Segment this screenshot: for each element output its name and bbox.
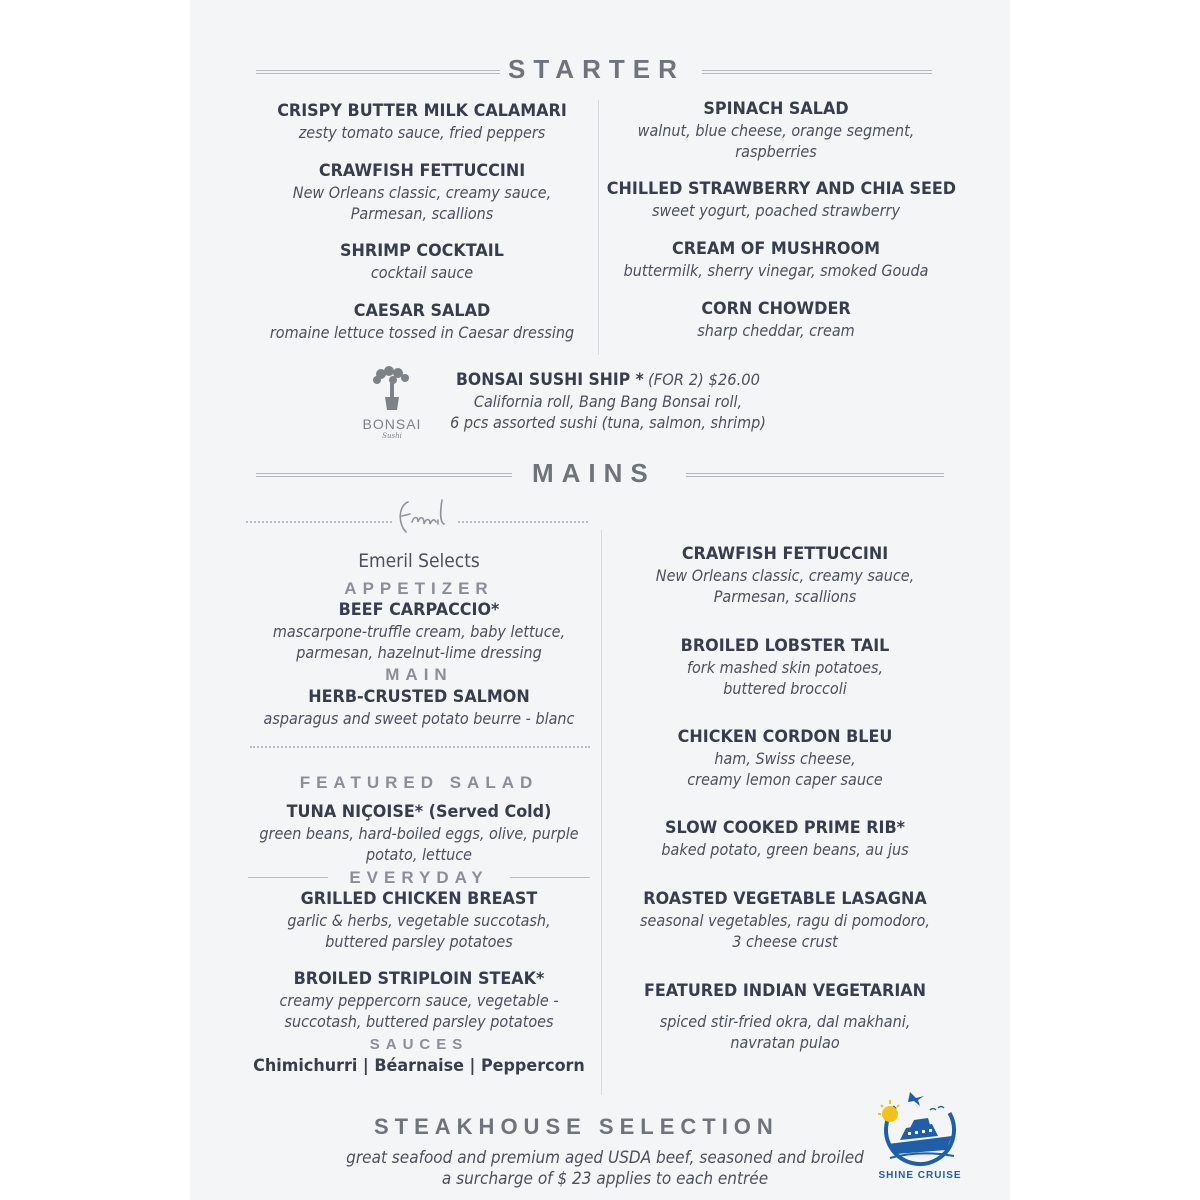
starter-right-column xyxy=(596,99,956,341)
item-description: raspberries xyxy=(735,142,817,161)
item-name: BEEF CARPACCIO* xyxy=(338,600,500,620)
mains-item xyxy=(238,889,600,969)
item-description: walnut, blue cheese, orange segment, xyxy=(637,121,915,140)
mains-heading: MAINS xyxy=(532,458,656,488)
item-description: baked potato, green beans, au jus xyxy=(661,840,909,859)
mains-rule-right xyxy=(686,473,944,477)
item-name: CORN CHOWDER xyxy=(701,299,851,319)
item-name: SPINACH SALAD xyxy=(703,99,849,119)
mains-rule-left xyxy=(256,473,512,477)
bonsai-logo xyxy=(356,364,428,448)
bonsai-logo-text: BONSAI xyxy=(362,416,422,432)
shine-cruise-logo xyxy=(870,1080,970,1184)
item-description: Parmesan, scallions xyxy=(350,204,494,223)
featured-salad-block xyxy=(238,772,600,865)
emeril-selects-title: Emeril Selects xyxy=(358,550,480,572)
item-description: buttermilk, sherry vinegar, smoked Gouda xyxy=(623,261,929,280)
mains-left-column xyxy=(238,548,600,729)
main-heading: MAIN xyxy=(385,665,453,684)
item-name: BONSAI SUSHI SHIP * xyxy=(455,370,644,390)
item-description: potato, lettuce xyxy=(365,845,473,864)
item-description: buttered broccoli xyxy=(723,679,847,698)
item-description: parmesan, hazelnut-lime dressing xyxy=(296,643,542,662)
mains-right-column xyxy=(604,544,966,1053)
item-description: creamy peppercorn sauce, vegetable - xyxy=(279,991,559,1010)
item-description: asparagus and sweet potato beurre - blanc xyxy=(263,709,575,728)
shine-cruise-text: SHINE CRUISE xyxy=(878,1170,962,1181)
item-name: CREAM OF MUSHROOM xyxy=(671,239,880,259)
item-description: fork mashed skin potatoes, xyxy=(686,658,884,677)
item-description: buttered parsley potatoes xyxy=(325,932,513,951)
appetizer-heading: APPETIZER xyxy=(344,579,494,598)
starter-item xyxy=(596,99,956,179)
item-description: cocktail sauce xyxy=(370,263,474,282)
sauces-heading: SAUCES xyxy=(369,1036,469,1053)
starter-item xyxy=(242,241,602,301)
sushi-item xyxy=(428,369,788,433)
item-price: (FOR 2) $26.00 xyxy=(647,370,760,389)
item-description: sharp cheddar, cream xyxy=(697,321,855,340)
item-description: Parmesan, scallions xyxy=(713,587,857,606)
item-name: CRISPY BUTTER MILK CALAMARI xyxy=(277,101,567,121)
featured-salad-heading: FEATURED SALAD xyxy=(299,773,539,792)
item-name: HERB-CRUSTED SALMON xyxy=(308,687,530,707)
item-description: seasonal vegetables, ragu di pomodoro, xyxy=(640,911,930,930)
item-description: sweet yogurt, poached strawberry xyxy=(652,201,900,220)
mains-item xyxy=(238,969,600,1032)
steakhouse-description xyxy=(300,1148,910,1190)
bonsai-logo-sub: Sushi xyxy=(382,432,402,440)
starter-item xyxy=(242,161,602,241)
item-name: CRAWFISH FETTUCCINI xyxy=(681,544,889,564)
starter-item xyxy=(596,179,956,239)
emeril-signature xyxy=(394,494,458,538)
sauces-list: Chimichurri | Béarnaise | Peppercorn xyxy=(253,1056,585,1076)
emeril-top-rule-left xyxy=(246,521,392,523)
item-description: zesty tomato sauce, fried peppers xyxy=(298,123,546,142)
item-description: creamy lemon caper sauce xyxy=(687,770,883,789)
item-description: ham, Swiss cheese, xyxy=(714,749,856,768)
item-name: ROASTED VEGETABLE LASAGNA xyxy=(643,889,927,909)
item-name: SLOW COOKED PRIME RIB* xyxy=(664,818,906,838)
starter-left-column xyxy=(242,101,602,343)
item-description: New Orleans classic, creamy sauce, xyxy=(655,566,915,585)
steakhouse-heading: STEAKHOUSE SELECTION xyxy=(374,1114,779,1139)
item-description: succotash, buttered parsley potatoes xyxy=(284,1012,554,1031)
item-name: CHILLED STRAWBERRY AND CHIA SEED xyxy=(606,179,957,199)
item-description: New Orleans classic, creamy sauce, xyxy=(292,183,552,202)
starter-item xyxy=(596,299,956,341)
item-description: mascarpone-truffle cream, baby lettuce, xyxy=(272,622,566,641)
starter-rule-left xyxy=(256,70,500,74)
everyday-heading: EVERYDAY xyxy=(349,868,489,887)
item-name: SHRIMP COCKTAIL xyxy=(340,241,504,261)
item-name: CRAWFISH FETTUCCINI xyxy=(318,161,526,181)
item-description: garlic & herbs, vegetable succotash, xyxy=(287,911,551,930)
item-description: California roll, Bang Bang Bonsai roll, xyxy=(473,392,743,411)
item-name: BROILED LOBSTER TAIL xyxy=(680,636,890,656)
mains-item xyxy=(604,981,966,1053)
bonsai-tree-icon xyxy=(367,364,417,414)
everyday-block xyxy=(238,867,600,1077)
item-description: green beans, hard-boiled eggs, olive, purple xyxy=(259,824,579,843)
item-name: CAESAR SALAD xyxy=(353,301,491,321)
emeril-bottom-rule xyxy=(250,746,590,748)
cruise-ship-icon xyxy=(870,1080,970,1168)
starter-item xyxy=(242,301,602,343)
steakhouse-desc-line: great seafood and premium aged USDA beef, seasoned and broiled xyxy=(346,1148,864,1168)
starter-rule-right xyxy=(702,70,932,74)
item-name: BROILED STRIPLOIN STEAK* xyxy=(293,969,545,989)
mains-item xyxy=(604,727,966,818)
steakhouse-desc-line: a surcharge of $ 23 applies to each entrée xyxy=(441,1169,769,1189)
starter-item xyxy=(242,101,602,161)
starter-heading: STARTER xyxy=(508,54,685,84)
item-description: romaine lettuce tossed in Caesar dressing xyxy=(269,323,575,342)
starter-item xyxy=(596,239,956,299)
item-name: GRILLED CHICKEN BREAST xyxy=(300,889,538,909)
mains-item xyxy=(604,544,966,636)
item-name: CHICKEN CORDON BLEU xyxy=(677,727,893,747)
item-description: spiced stir-fried okra, dal makhani, xyxy=(659,1012,911,1031)
item-description: navratan pulao xyxy=(730,1033,840,1052)
item-description: 6 pcs assorted sushi (tuna, salmon, shrimp) xyxy=(450,413,766,432)
mains-divider xyxy=(601,530,602,1095)
item-description: 3 cheese crust xyxy=(732,932,838,951)
emeril-signature-text: Emeril xyxy=(394,494,397,495)
emeril-top-rule-right xyxy=(458,521,588,523)
mains-item xyxy=(604,818,966,889)
item-name: TUNA NIÇOISE* (Served Cold) xyxy=(286,802,552,822)
item-name: FEATURED INDIAN VEGETARIAN xyxy=(643,981,927,1001)
mains-item xyxy=(604,636,966,727)
mains-item xyxy=(604,889,966,981)
